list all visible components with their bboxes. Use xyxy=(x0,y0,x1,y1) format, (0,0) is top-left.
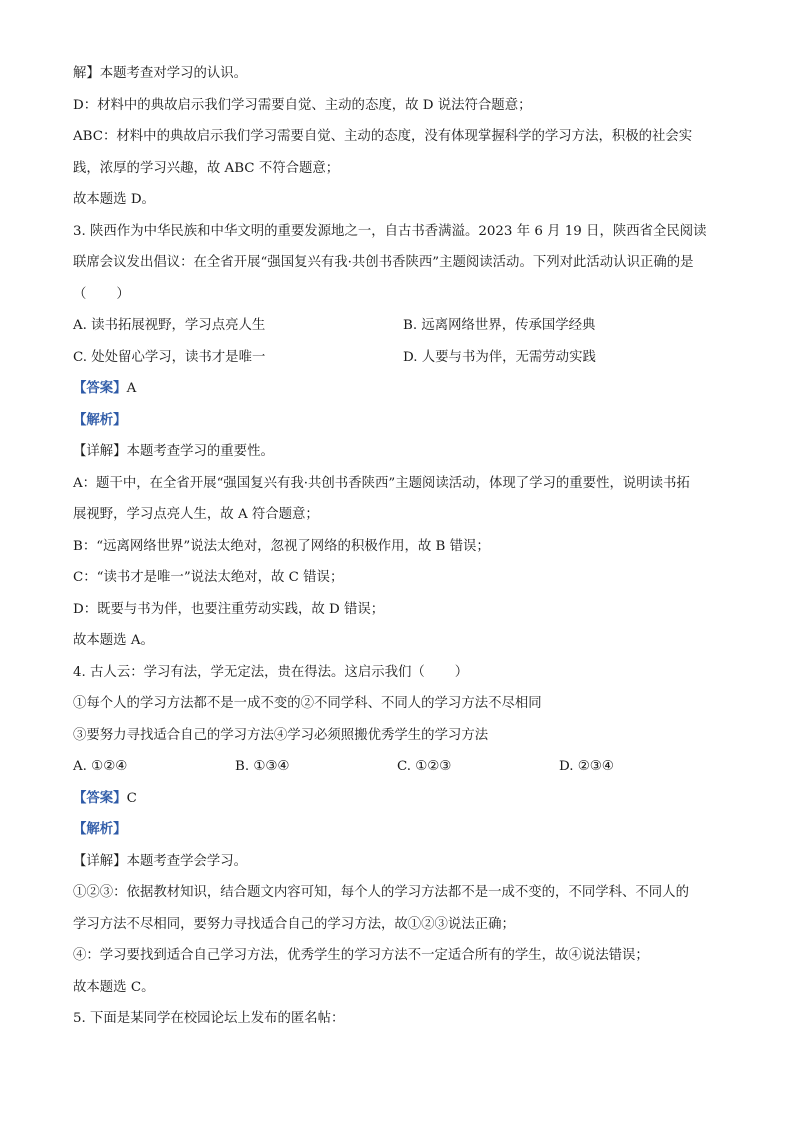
q3-options-row2 xyxy=(73,342,733,374)
q3-analysis xyxy=(73,405,733,437)
q4-options-row xyxy=(73,751,733,783)
q4-reason-1-line2: 学习方法不尽相同，要努力寻找适合自己的学习方法，故①②③说法正确； xyxy=(73,916,515,932)
answer-tag: 【答案】 xyxy=(73,789,127,806)
q4-stem-text: 4. 古人云：学习有法，学无定法，贵在得法。这启示我们（ xyxy=(73,664,425,680)
q3-option-d: D. 人要与书为伴，无需劳动实践 xyxy=(403,349,596,365)
q3-answer-blank xyxy=(73,279,733,311)
q3-option-c: C. 处处留心学习，读书才是唯一 xyxy=(73,349,266,365)
answer-tag: 【答案】 xyxy=(73,380,127,396)
detail-tag: 【详解】 xyxy=(73,444,127,459)
prev-abc-reason-line1: ABC：材料中的典故启示我们学习需要自觉、主动的态度，没有体现掌握科学的学习方法，积极的社会实 xyxy=(73,129,693,144)
q5-stem: 5. 下面是某同学在校园论坛上发布的匿名帖： xyxy=(73,1011,345,1026)
q3-conclusion: 故本题选 A。 xyxy=(73,633,154,648)
q4-statements-1: ①每个人的学习方法都不是一成不变的②不同学科、不同人的学习方法不尽相同 xyxy=(73,696,542,711)
q3-a-reason-line1: A：题干中，在全省开展“强国复兴有我·共创书香陕西”主题阅读活动，体现了学习的重要性，说明读书拓 xyxy=(73,475,690,491)
document-page xyxy=(73,58,733,1035)
q3-d-reason: D：既要与书为伴，也要注重劳动实践，故 D 错误； xyxy=(73,601,385,617)
q4-option-b: B. ①③④ xyxy=(235,759,290,774)
q4-conclusion: 故本题选 C。 xyxy=(73,979,155,995)
q3-detail xyxy=(73,436,733,468)
q4-option-d: D. ②③④ xyxy=(559,759,614,774)
analysis-tag: 【解析】 xyxy=(73,821,127,837)
q3-options-row1 xyxy=(73,310,733,342)
q4-option-a: A. ①②④ xyxy=(73,759,128,774)
paren-open: （ xyxy=(73,286,87,302)
q4-option-c: C. ①②③ xyxy=(397,759,452,774)
q4-reason-2: ④：学习要找到适合自己学习方法，优秀学生的学习方法不一定适合所有的学生，故④说法错误； xyxy=(73,948,649,963)
q4-statements-2: ③要努力寻找适合自己的学习方法④学习必须照搬优秀学生的学习方法 xyxy=(73,727,489,743)
q4-stem xyxy=(73,657,733,689)
q3-option-a: A. 读书拓展视野，学习点亮人生 xyxy=(73,318,266,333)
analysis-tag: 【解析】 xyxy=(73,411,127,428)
q4-answer xyxy=(73,783,733,815)
prev-abc-reason-line2: 践，浓厚的学习兴趣，故 ABC 不符合题意； xyxy=(73,160,340,176)
q3-b-reason: B：“远离网络世界”说法太绝对，忽视了网络的积极作用，故 B 错误； xyxy=(73,538,490,554)
q4-detail xyxy=(73,846,733,878)
detail-text: 本题考查学会学习。 xyxy=(126,853,248,869)
paren-close: ） xyxy=(116,286,130,302)
detail-text: 本题考查学习的重要性。 xyxy=(126,444,274,459)
q3-answer xyxy=(73,373,733,405)
q3-stem-line2: 联席会议发出倡议：在全省开展“强国复兴有我·共创书香陕西”主题阅读活动。下列对此活动认识正确的是 xyxy=(73,255,694,270)
paren-close: ） xyxy=(454,664,469,680)
prev-detail: 解】本题考查对学习的认识。 xyxy=(73,66,248,81)
q3-a-reason-line2: 展视野，学习点亮人生，故 A 符合题意； xyxy=(73,507,319,522)
q3-stem-line1: 3. 陕西作为中华民族和中华文明的重要发源地之一，自古书香满溢。2023 年 6 月 19 日，陕西省全民阅读 xyxy=(73,223,707,239)
q3-option-b: B. 远离网络世界，传承国学经典 xyxy=(403,318,596,333)
answer-value: A xyxy=(126,381,137,396)
q4-analysis xyxy=(73,814,733,846)
answer-value: C xyxy=(126,790,137,806)
prev-conclusion: 故本题选 D。 xyxy=(73,192,155,207)
q3-c-reason: C：“读书才是唯一”说法太绝对，故 C 错误； xyxy=(73,570,344,585)
prev-d-reason: D：材料中的典故启示我们学习需要自觉、主动的态度，故 D 说法符合题意； xyxy=(73,97,532,113)
detail-tag: 【详解】 xyxy=(73,853,127,869)
q4-reason-1-line1: ①②③：依据教材知识，结合题文内容可知，每个人的学习方法都不是一成不变的，不同学科、不同人的 xyxy=(73,885,689,900)
